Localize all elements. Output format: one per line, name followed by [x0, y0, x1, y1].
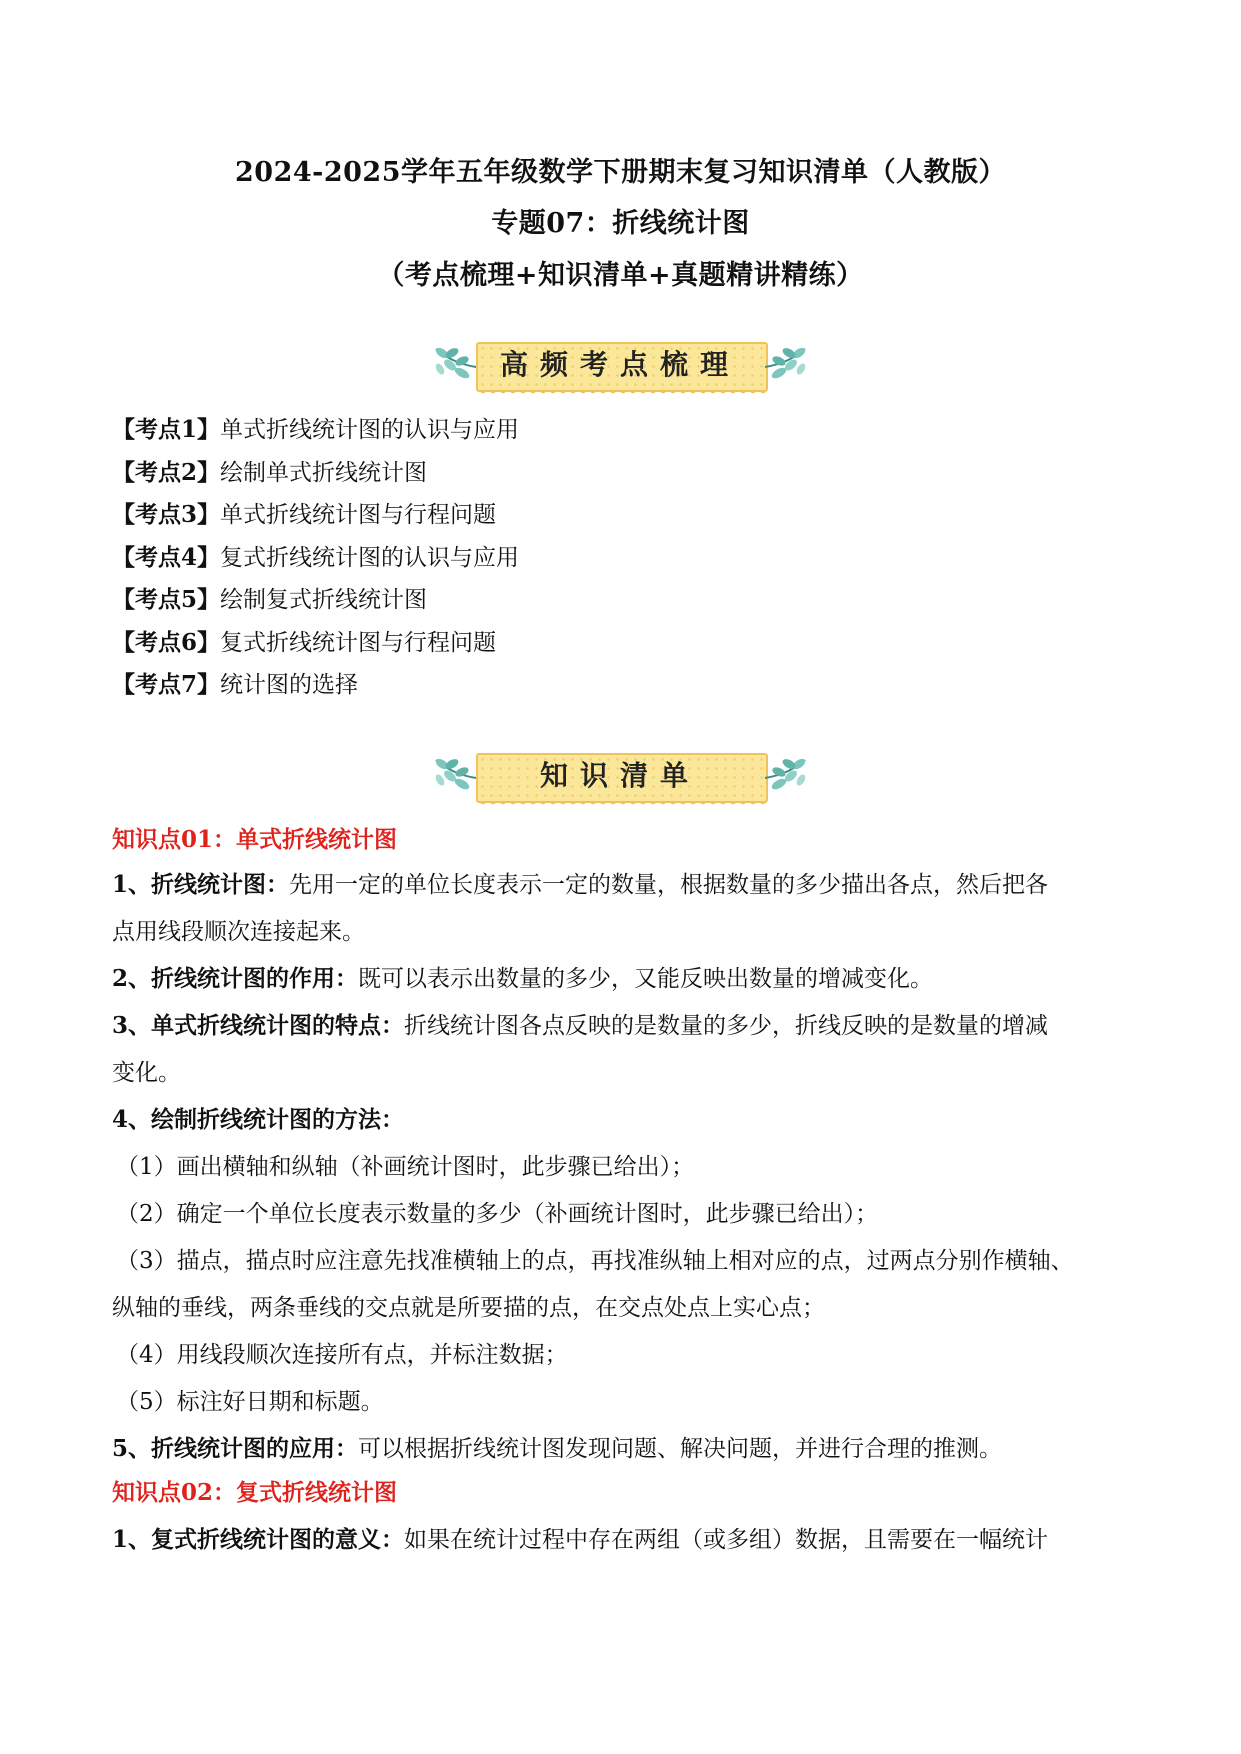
knowledge-item-1: 1、折线统计图：先用一定的单位长度表示一定的数量，根据数量的多少描出各点，然后把各	[112, 871, 1049, 898]
banner-fringe	[478, 801, 766, 809]
document-title: 2024-2025学年五年级数学下册期末复习知识清单（人教版）	[235, 157, 1006, 188]
leaf-decoration-icon	[428, 750, 480, 802]
knowledge-point-01-title: 知识点01：单式折线统计图	[112, 826, 398, 853]
step-3-cont: 纵轴的垂线，两条垂线的交点就是所要描的点，在交点处点上实心点；	[112, 1295, 825, 1321]
banner-fringe	[478, 390, 766, 398]
step-3: （3）描点，描点时应注意先找准横轴上的点，再找准纵轴上相对应的点，过两点分别作横轴、	[116, 1248, 1074, 1274]
knowledge-item-5: 5、折线统计图的应用：可以根据折线统计图发现问题、解决问题，并进行合理的推测。	[112, 1435, 1003, 1462]
list-item: 【考点4】复式折线统计图的认识与应用	[112, 543, 520, 571]
knowledge-item-3: 3、单式折线统计图的特点：折线统计图各点反映的是数量的多少，折线反映的是数量的增减	[112, 1012, 1049, 1039]
leaf-decoration-icon	[761, 750, 813, 802]
leaf-decoration-icon	[761, 339, 813, 391]
list-item: 【考点3】单式折线统计图与行程问题	[112, 501, 497, 528]
step-5: （5）标注好日期和标题。	[116, 1389, 384, 1415]
list-item: 【考点2】绘制单式折线统计图	[112, 458, 428, 486]
knowledge-point-02-title: 知识点02：复式折线统计图	[112, 1479, 398, 1506]
knowledge-item-6: 1、复式折线统计图的意义：如果在统计过程中存在两组（或多组）数据，且需要在一幅统计	[112, 1526, 1049, 1553]
knowledge-item-3-cont: 变化。	[112, 1060, 181, 1086]
step-1: （1）画出横轴和纵轴（补画统计图时，此步骤已给出）；	[116, 1154, 695, 1180]
leaf-decoration-icon	[428, 339, 480, 391]
list-item: 【考点7】统计图的选择	[112, 671, 359, 698]
knowledge-item-1-cont: 点用线段顺次连接起来。	[112, 919, 365, 945]
topic-title: 专题07：折线统计图	[491, 208, 750, 239]
topic-subtitle: （考点梳理+知识清单+真题精讲精练）	[377, 260, 864, 291]
banner-kaodian	[428, 337, 813, 399]
knowledge-item-2: 2、折线统计图的作用：既可以表示出数量的多少，又能反映出数量的增减变化。	[112, 965, 934, 992]
list-item: 【考点6】复式折线统计图与行程问题	[112, 628, 497, 656]
banner-zhishi	[428, 748, 813, 810]
banner-label: 知识清单	[539, 759, 700, 792]
step-4: （4）用线段顺次连接所有点，并标注数据；	[116, 1342, 568, 1368]
knowledge-item-4: 4、绘制折线统计图的方法：	[112, 1106, 405, 1133]
list-item: 【考点1】单式折线统计图的认识与应用	[112, 416, 520, 443]
list-item: 【考点5】绘制复式折线统计图	[112, 586, 428, 613]
step-2: （2）确定一个单位长度表示数量的多少（补画统计图时，此步骤已给出）；	[116, 1201, 879, 1227]
banner-label: 高频考点梳理	[499, 348, 740, 381]
kaodian-list	[112, 409, 519, 707]
